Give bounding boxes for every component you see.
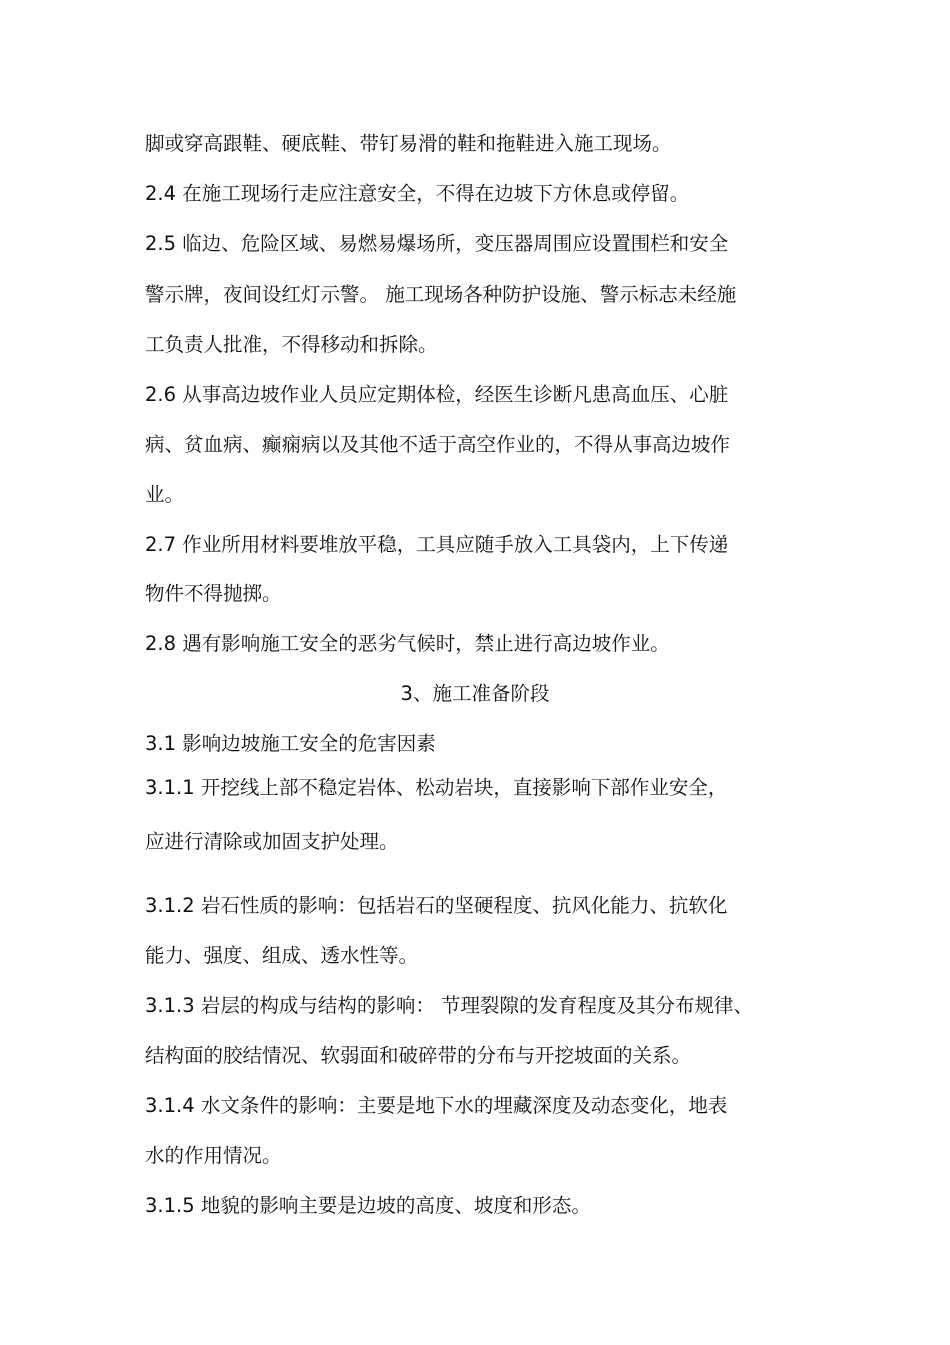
- paragraph-line: 3.1.4 水文条件的影响：主要是地下水的埋藏深度及动态变化，地表: [145, 1094, 728, 1117]
- paragraph-line: 警示牌，夜间设红灯示警。 施工现场各种防护设施、警示标志未经施: [145, 283, 737, 306]
- paragraph-line: 脚或穿高跟鞋、硬底鞋、带钉易滑的鞋和拖鞋进入施工现场。: [145, 132, 672, 155]
- paragraph-line: 业。: [145, 483, 185, 506]
- paragraph-line: 3.1.2 岩石性质的影响：包括岩石的坚硬程度、抗风化能力、抗软化: [145, 894, 728, 917]
- paragraph-line: 3.1.1 开挖线上部不稳定岩体、松动岩块，直接影响下部作业安全，: [145, 776, 728, 799]
- paragraph-line: 2.6 从事高边坡作业人员应定期体检，经医生诊断凡患高血压、心脏: [145, 383, 729, 406]
- paragraph-line: 2.7 作业所用材料要堆放平稳，工具应随手放入工具袋内，上下传递: [145, 533, 729, 556]
- paragraph-line: 应进行清除或加固支护处理。: [145, 830, 399, 853]
- paragraph-line: 能力、强度、组成、透水性等。: [145, 944, 419, 967]
- subsection-heading: 3.1 影响边坡施工安全的危害因素: [145, 732, 436, 755]
- paragraph-line: 3.1.3 岩层的构成与结构的影响： 节理裂隙的发育程度及其分布规律、: [145, 994, 754, 1017]
- paragraph-line: 2.8 遇有影响施工安全的恶劣气候时，禁止进行高边坡作业。: [145, 632, 670, 655]
- paragraph-line: 2.5 临边、危险区域、易燃易爆场所，变压器周围应设置围栏和安全: [145, 232, 729, 255]
- paragraph-line: 结构面的胶结情况、软弱面和破碎带的分布与开挖坡面的关系。: [145, 1044, 692, 1067]
- paragraph-line: 病、贫血病、癫痫病以及其他不适于高空作业的，不得从事高边坡作: [145, 433, 731, 456]
- paragraph-line: 3.1.5 地貌的影响主要是边坡的高度、坡度和形态。: [145, 1194, 591, 1217]
- paragraph-line: 物件不得抛掷。: [145, 582, 282, 605]
- section-heading: 3、施工准备阶段: [400, 682, 550, 705]
- paragraph-line: 2.4 在施工现场行走应注意安全，不得在边坡下方休息或停留。: [145, 182, 690, 205]
- paragraph-line: 工负责人批准，不得移动和拆除。: [145, 333, 438, 356]
- paragraph-line: 水的作用情况。: [145, 1144, 282, 1167]
